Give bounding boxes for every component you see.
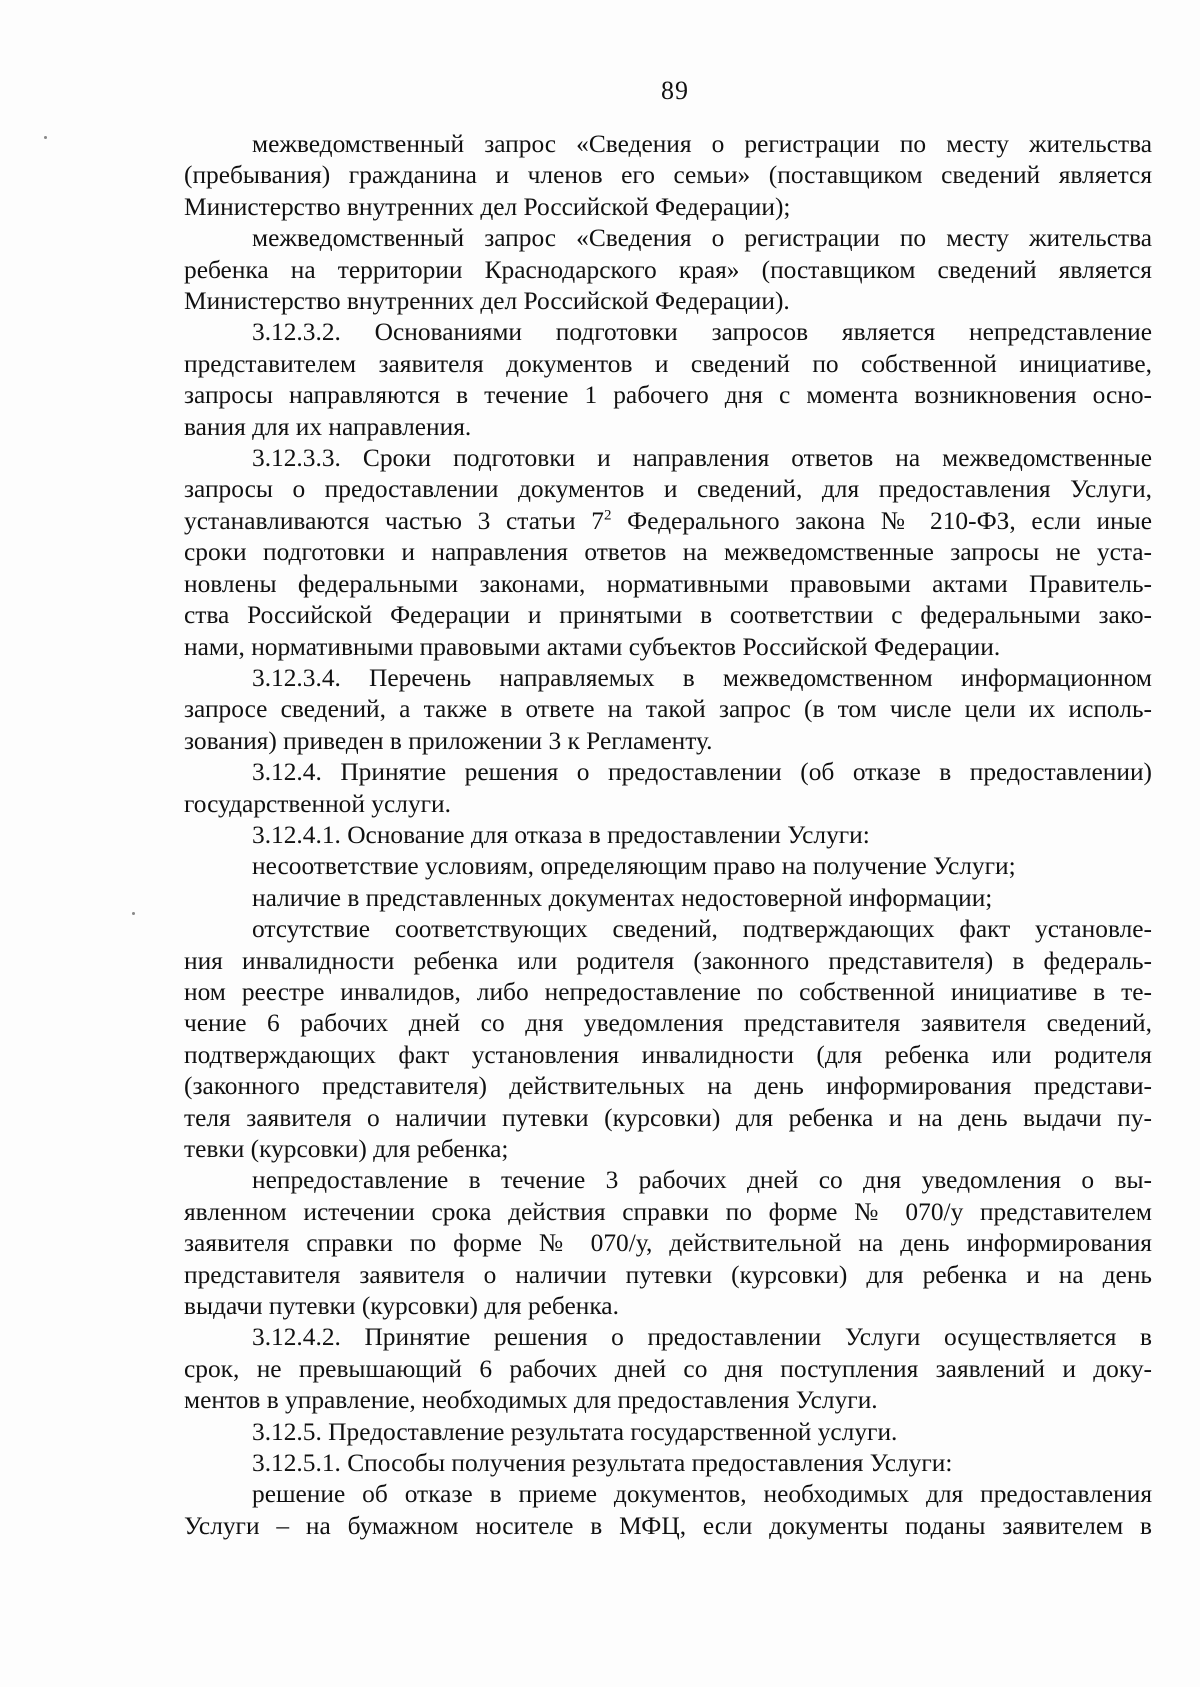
text-line-content: вания для их направления. (184, 412, 472, 441)
text-line (184, 694, 1152, 725)
text-line (184, 1448, 1152, 1479)
text-line (184, 1354, 1152, 1385)
text-line (184, 1511, 1152, 1542)
text-line-content: 3.12.4.2. Принятие решения о предоставлении Услуги осуществляется в (252, 1323, 1152, 1352)
text-line-content: подтверждающих факт установления инвалидности (для ребенка или родителя (184, 1040, 1152, 1069)
text-line (184, 380, 1152, 411)
text-line (184, 1165, 1152, 1196)
text-line-content: (законного представителя) действительных на день информирования представи- (184, 1072, 1152, 1101)
text-line (184, 851, 1152, 882)
text-line-content: устанавливаются частью 3 статьи 7 (184, 506, 604, 535)
text-line (184, 349, 1152, 380)
text-line-content: чение 6 рабочих дней со дня уведомления представителя заявителя сведений, (184, 1009, 1152, 1038)
text-line (184, 789, 1152, 820)
text-line-content: 3.12.3.4. Перечень направляемых в межведомственном информационном (252, 663, 1152, 692)
text-line (184, 820, 1152, 851)
text-line-content: Услуги – на бумажном носителе в МФЦ, если документы поданы заявителем в (184, 1511, 1152, 1540)
text-line (184, 1385, 1152, 1416)
text-line-content: 3.12.4.1. Основание для отказа в предоставлении Услуги: (252, 820, 870, 849)
text-line-content: межведомственный запрос «Сведения о регистрации по месту жительства (252, 224, 1152, 253)
text-line (184, 663, 1152, 694)
text-line (184, 1228, 1152, 1259)
text-line-content: непредоставление в течение 3 рабочих дней со дня уведомления о вы- (252, 1166, 1152, 1195)
text-line-content: 3.12.4. Принятие решения о предоставлении (об отказе в предоставлении) (252, 758, 1152, 787)
text-line (184, 160, 1152, 191)
text-line (184, 1197, 1152, 1228)
text-line (184, 1260, 1152, 1291)
text-line-content: выдачи путевки (курсовки) для ребенка. (184, 1292, 619, 1321)
text-line-content: представителем заявителя документов и сведений по собственной инициативе, (184, 349, 1152, 378)
text-line (184, 1071, 1152, 1102)
text-line (184, 1134, 1152, 1165)
text-line (184, 537, 1152, 568)
text-line (184, 506, 1152, 537)
text-line-content: запросы о предоставлении документов и сведений, для предоставления Услуги, (184, 475, 1152, 504)
text-line (184, 1479, 1152, 1510)
text-line-content: наличие в представленных документах недостоверной информации; (252, 883, 993, 912)
text-line-content: ном реестре инвалидов, либо непредоставление по собственной инициативе в те- (184, 977, 1152, 1006)
text-line-content: ства Российской Федерации и принятыми в соответствии с федеральными зако- (184, 601, 1152, 630)
text-line-continuation: Федерального закона № 210-ФЗ, если иные (611, 506, 1152, 535)
text-line (184, 726, 1152, 757)
text-line (184, 977, 1152, 1008)
text-line-content: отсутствие соответствующих сведений, подтверждающих факт установле- (252, 915, 1152, 944)
text-line-content: 3.12.3.2. Основаниями подготовки запросов является непредставление (252, 318, 1152, 347)
text-line (184, 1417, 1152, 1448)
text-line (184, 474, 1152, 505)
text-line (184, 223, 1152, 254)
text-line-content: теля заявителя о наличии путевки (курсовки) для ребенка и на день выдачи пу- (184, 1103, 1152, 1132)
text-line (184, 443, 1152, 474)
text-line (184, 129, 1152, 160)
text-line (184, 1008, 1152, 1039)
text-line (184, 757, 1152, 788)
text-line (184, 1322, 1152, 1353)
text-line-content: межведомственный запрос «Сведения о регистрации по месту жительства (252, 130, 1152, 158)
text-line-content: 3.12.3.3. Сроки подготовки и направления ответов на межведомственные (252, 444, 1152, 473)
text-line-content: ребенка на территории Краснодарского края» (поставщиком сведений является (184, 255, 1152, 284)
superscript: 2 (603, 507, 612, 524)
text-line (184, 1291, 1152, 1322)
document-body (184, 129, 1152, 1542)
text-line (184, 1040, 1152, 1071)
text-line-content: нами, нормативными правовыми актами субъектов Российской Федерации. (184, 632, 1001, 661)
text-line-content: ментов в управление, необходимых для предоставления Услуги. (184, 1386, 878, 1415)
text-line-content: государственной услуги. (184, 789, 451, 818)
text-line (184, 914, 1152, 945)
text-line-content: заявителя справки по форме № 070/у, действительной на день информирования (184, 1229, 1152, 1258)
text-line (184, 600, 1152, 631)
text-line-content: 3.12.5.1. Способы получения результата предоставления Услуги: (252, 1449, 953, 1478)
text-line (184, 946, 1152, 977)
text-line (184, 317, 1152, 348)
text-line (184, 569, 1152, 600)
scan-speck (132, 912, 135, 915)
text-line-content: Министерство внутренних дел Российской Федерации); (184, 192, 791, 221)
text-line-content: решение об отказе в приеме документов, необходимых для предоставления (252, 1480, 1152, 1509)
text-line-content: зования) приведен в приложении 3 к Регламенту. (184, 726, 713, 755)
text-line (184, 1103, 1152, 1134)
text-line-content: Министерство внутренних дел Российской Федерации). (184, 287, 790, 316)
text-line (184, 632, 1152, 663)
text-line (184, 286, 1152, 317)
text-line (184, 192, 1152, 223)
text-line-content: срок, не превышающий 6 рабочих дней со дня поступления заявлений и доку- (184, 1354, 1152, 1383)
text-line-content: тевки (курсовки) для ребенка; (184, 1135, 509, 1163)
scan-speck (44, 136, 47, 139)
text-line-content: ния инвалидности ребенка или родителя (законного представителя) в федераль- (184, 946, 1152, 975)
text-line (184, 412, 1152, 443)
text-line-content: (пребывания) гражданина и членов его семьи» (поставщиком сведений является (184, 161, 1152, 190)
text-line-content: явленном истечении срока действия справки по форме № 070/у представителем (184, 1197, 1152, 1226)
text-line-content: запросы направляются в течение 1 рабочего дня с момента возникновения осно- (184, 381, 1152, 410)
text-line-content: новлены федеральными законами, нормативными правовыми актами Правитель- (184, 569, 1152, 598)
text-line (184, 255, 1152, 286)
text-line-content: представителя заявителя о наличии путевки (курсовки) для ребенка и на день (184, 1260, 1152, 1289)
text-line-content: 3.12.5. Предоставление результата государственной услуги. (252, 1417, 898, 1446)
page-number: 89 (661, 76, 689, 105)
text-line (184, 883, 1152, 914)
text-line-content: сроки подготовки и направления ответов на межведомственные запросы не уста- (184, 538, 1152, 567)
text-line-content: запросе сведений, а также в ответе на такой запрос (в том числе цели их исполь- (184, 695, 1152, 724)
text-line-content: несоответствие условиям, определяющим право на получение Услуги; (252, 852, 1016, 881)
